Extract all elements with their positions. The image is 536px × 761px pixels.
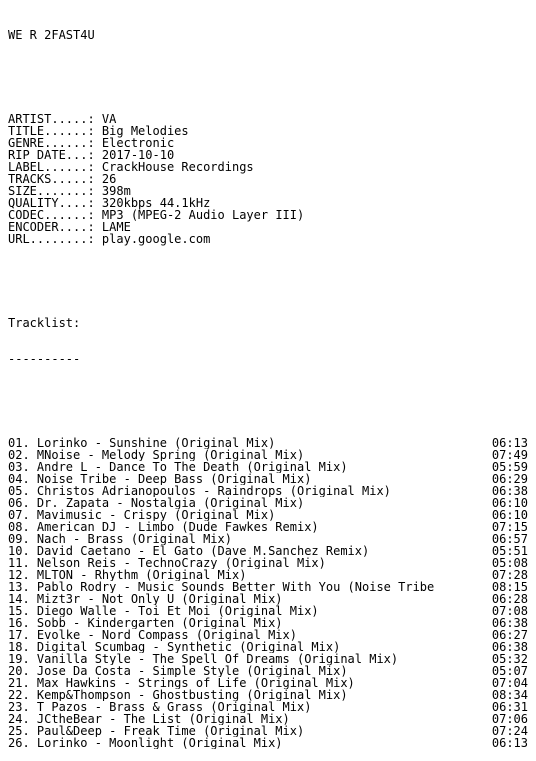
track-duration: 06:31 — [491, 700, 528, 714]
info-field-label: GENRE......: — [8, 136, 102, 150]
track-row — [8, 569, 528, 581]
info-field-value: VA — [101, 112, 117, 126]
spacer — [8, 281, 528, 293]
track-row — [8, 629, 528, 641]
track-duration: 07:08 — [491, 604, 528, 618]
track-row — [8, 665, 528, 677]
track-title: 08. American DJ - Limbo (Dude Fawkes Remix) — [8, 521, 319, 533]
info-field-value: 2017-10-10 — [101, 148, 175, 162]
tracklist-heading: Tracklist: — [8, 316, 81, 330]
track-duration: 08:34 — [491, 688, 528, 702]
track-title: 10. David Caetano - El Gato (Dave M.Sanchez Remix) — [8, 545, 370, 557]
release-title: WE R 2FAST4U — [8, 28, 95, 42]
track-duration: 05:07 — [491, 664, 528, 678]
track-row — [8, 497, 528, 509]
track-title: 25. Paul&Deep - Freak Time (Original Mix) — [8, 725, 305, 737]
track-row — [8, 713, 528, 725]
track-row — [8, 521, 528, 533]
track-row — [8, 617, 528, 629]
info-field — [8, 233, 528, 245]
track-duration: 06:29 — [491, 472, 528, 486]
track-row — [8, 509, 528, 521]
track-title: 26. Lorinko - Moonlight (Original Mix) — [8, 737, 283, 749]
track-title: 18. Digital Scumbag - Synthetic (Original Mix) — [8, 641, 341, 653]
info-field-label: TRACKS.....: — [8, 172, 102, 186]
track-title: 16. Sobb - Kindergarten (Original Mix) — [8, 617, 283, 629]
info-field-label: TITLE......: — [8, 124, 102, 138]
info-field-label: SIZE.......: — [8, 184, 102, 198]
track-duration: 07:24 — [491, 724, 528, 738]
track-title: 07. Mavimusic - Crispy (Original Mix) — [8, 509, 276, 521]
track-row — [8, 701, 528, 713]
track-row — [8, 737, 528, 749]
track-duration: 06:10 — [491, 508, 528, 522]
track-duration: 07:28 — [491, 568, 528, 582]
track-duration: 06:57 — [491, 532, 528, 546]
track-title: 14. Mizt3r - Not Only U (Original Mix) — [8, 593, 283, 605]
info-field-label: ENCODER....: — [8, 220, 102, 234]
info-field-value: 320kbps 44.1kHz — [101, 196, 211, 210]
track-duration: 05:59 — [491, 460, 528, 474]
track-duration: 07:15 — [491, 520, 528, 534]
track-title: 13. Pablo Rodry - Music Sounds Better With You (Noise Tribe — [8, 581, 435, 593]
track-title: 21. Max Hawkins - Strings of Life (Original Mix) — [8, 677, 355, 689]
spacer — [8, 389, 528, 401]
info-field-label: CODEC......: — [8, 208, 102, 222]
track-duration: 05:08 — [491, 556, 528, 570]
info-field-value: play.google.com — [101, 232, 211, 246]
track-row — [8, 581, 528, 593]
track-duration: 06:13 — [491, 436, 528, 450]
track-title: 06. Dr. Zapata - Nostalgia (Original Mix) — [8, 497, 305, 509]
info-field-value: 26 — [101, 172, 117, 186]
track-row — [8, 557, 528, 569]
track-title: 17. Evolke - Nord Compass (Original Mix) — [8, 629, 297, 641]
track-title: 02. MNoise - Melody Spring (Original Mix) — [8, 449, 305, 461]
info-field-value: LAME — [101, 220, 131, 234]
release-info — [8, 113, 528, 245]
track-duration: 06:27 — [491, 628, 528, 642]
track-row — [8, 593, 528, 605]
info-field-label: RIP DATE...: — [8, 148, 102, 162]
track-row — [8, 449, 528, 461]
track-duration: 06:13 — [491, 736, 528, 750]
track-duration: 06:38 — [491, 640, 528, 654]
track-duration: 06:38 — [491, 616, 528, 630]
info-field-value: 398m — [101, 184, 131, 198]
track-duration: 07:04 — [491, 676, 528, 690]
track-row — [8, 437, 528, 449]
tracklist-divider: ---------- — [8, 352, 81, 366]
track-row — [8, 677, 528, 689]
track-duration: 07:49 — [491, 448, 528, 462]
tracklist — [8, 437, 528, 749]
track-row — [8, 725, 528, 737]
track-title: 11. Nelson Reis - TechnoCrazy (Original Mix) — [8, 557, 326, 569]
track-row — [8, 461, 528, 473]
track-duration: 08:15 — [491, 580, 528, 594]
track-title: 09. Nach - Brass (Original Mix) — [8, 533, 232, 545]
info-field-value: Electronic — [101, 136, 175, 150]
track-title: 23. T_Pazos - Brass & Grass (Original Mix) — [8, 701, 312, 713]
track-duration: 05:32 — [491, 652, 528, 666]
track-row — [8, 545, 528, 557]
track-title: 20. Jose Da Costa - Simple Style (Original Mix) — [8, 665, 348, 677]
track-duration: 06:38 — [491, 484, 528, 498]
spacer — [8, 65, 528, 77]
track-title: 24. JCtheBear - The List (Original Mix) — [8, 713, 290, 725]
track-row — [8, 641, 528, 653]
track-title: 04. Noise Tribe - Deep Bass (Original Mix) — [8, 473, 312, 485]
info-field-value: Big Melodies — [101, 124, 189, 138]
track-duration: 07:06 — [491, 712, 528, 726]
track-duration: 06:10 — [491, 496, 528, 510]
track-title: 12. MLTON - Rhythm (Original Mix) — [8, 569, 247, 581]
info-field-value: MP3 (MPEG-2 Audio Layer III) — [101, 208, 305, 222]
track-row — [8, 653, 528, 665]
track-title: 15. Diego Walle - Toi Et Moi (Original Mix) — [8, 605, 319, 617]
track-title: 19. Vanilla Style - The Spell Of Dreams (Original Mix) — [8, 653, 399, 665]
info-field-label: LABEL......: — [8, 160, 102, 174]
track-duration: 05:51 — [491, 544, 528, 558]
info-field-label: ARTIST.....: — [8, 112, 102, 126]
track-title: 03. Andre L - Dance To The Death (Original Mix) — [8, 461, 348, 473]
track-title: 22. Kemp&Thompson - Ghostbusting (Original Mix) — [8, 689, 348, 701]
track-row — [8, 689, 528, 701]
track-duration: 06:28 — [491, 592, 528, 606]
track-row — [8, 533, 528, 545]
track-title: 05. Christos Adrianopoulos - Raindrops (Original Mix) — [8, 485, 391, 497]
info-field-label: QUALITY....: — [8, 196, 102, 210]
track-row — [8, 473, 528, 485]
track-row — [8, 485, 528, 497]
track-row — [8, 605, 528, 617]
info-field-label: URL........: — [8, 232, 102, 246]
track-title: 01. Lorinko - Sunshine (Original Mix) — [8, 437, 276, 449]
info-field-value: CrackHouse Recordings — [101, 160, 254, 174]
nfo-document — [8, 0, 528, 761]
